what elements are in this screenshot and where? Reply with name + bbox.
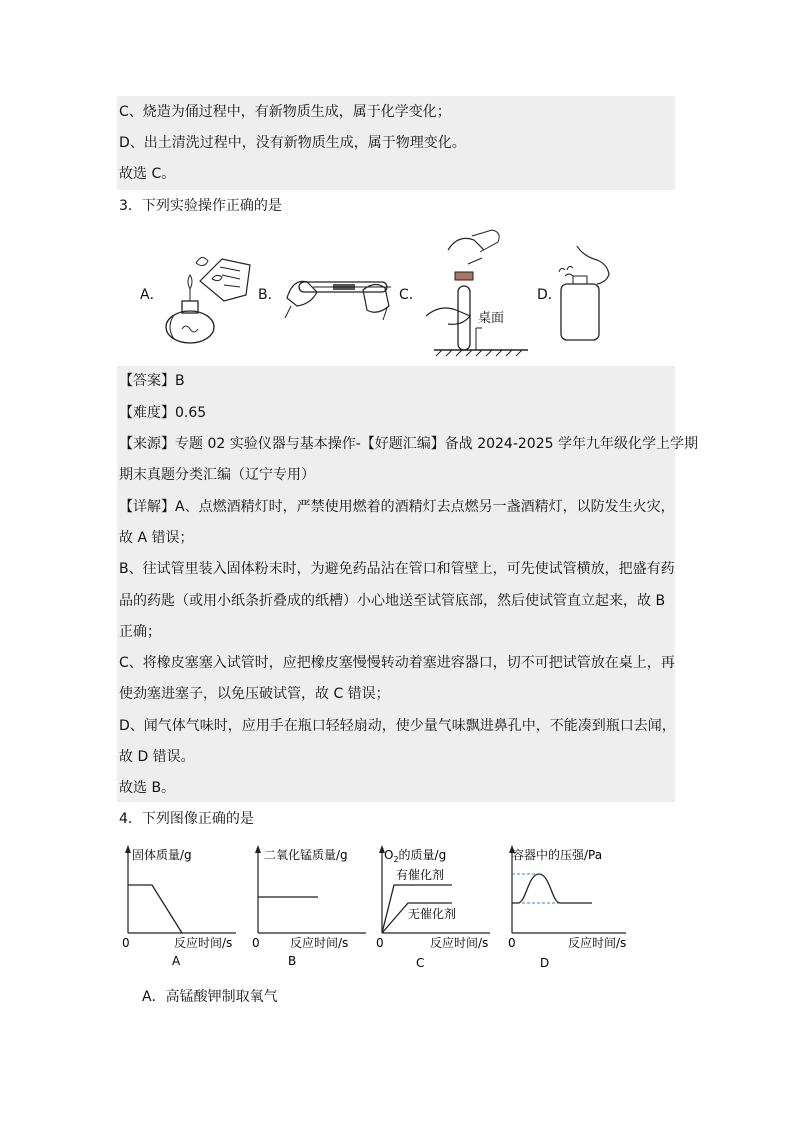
graph-c-curve1-label: 有催化剂: [396, 868, 445, 882]
q3-option-d-label: D．: [537, 287, 562, 303]
q3-difficulty: 【难度】0.65: [119, 405, 207, 421]
stopper-test-tube-figure: [420, 228, 530, 358]
prev-line-d: D、出土清洗过程中，没有新物质生成，属于物理变化。: [119, 135, 466, 151]
q3-option-a-label: A．: [140, 287, 164, 303]
graph-b-xlabel: 反应时间/s: [290, 936, 349, 950]
q3-source-line1: 【来源】专题 02 实验仪器与基本操作-【好题汇编】备战 2024-2025 学年九年级化学上学期: [119, 436, 698, 452]
graph-d-curve: [512, 874, 592, 903]
q3-detail-line9: 故 D 错误。: [119, 749, 195, 765]
graph-d-ylabel: 容器中的压强/Pa: [512, 848, 603, 862]
q3-option-c-label: C．: [399, 287, 423, 303]
graph-c-curve2-label: 无催化剂: [408, 907, 457, 921]
alcohol-lamp-figure: [160, 245, 255, 350]
smelling-bottle-figure: [555, 242, 615, 344]
q3-answer: 【答案】B: [119, 373, 185, 389]
graph-c-caption: C: [416, 956, 425, 968]
q4-stem: 4．下列图像正确的是: [119, 811, 254, 827]
q3-detail-line4: 品的药匙（或用小纸条折叠成的纸槽）小心地送至试管底部，然后使试管直立起来，故 B: [119, 593, 666, 609]
desk-label: 桌面: [478, 311, 505, 326]
q3-option-b-label: B．: [258, 287, 282, 303]
q3-stem: 3．下列实验操作正确的是: [119, 198, 282, 214]
prev-line-c: C、烧造为俑过程中，有新物质生成，属于化学变化；: [119, 104, 451, 120]
q3-detail-line7: 使劲塞进塞子，以免压破试管，故 C 错误；: [119, 686, 390, 702]
graph-b: [248, 843, 378, 968]
q3-detail-line3: B、往试管里装入固体粉末时，为避免药品沾在管口和管壁上，可先使试管横放，把盛有药: [119, 561, 675, 577]
graph-c: [372, 843, 502, 968]
q3-detail-line1: 【详解】A、点燃酒精灯时，严禁使用燃着的酒精灯去点燃另一盏酒精灯，以防发生火灾，: [119, 499, 675, 515]
test-tube-spatula-figure: [283, 258, 393, 323]
graph-b-caption: B: [288, 954, 297, 968]
graph-d-xlabel: 反应时间/s: [568, 936, 627, 950]
graph-b-ylabel: 二氧化锰质量/g: [264, 848, 348, 862]
graph-c-xlabel: 反应时间/s: [430, 936, 489, 950]
graph-d-caption: D: [540, 956, 550, 968]
q3-detail-line2: 故 A 错误；: [119, 530, 194, 546]
graph-a-ylabel: 固体质量/g: [132, 848, 192, 862]
graph-a-caption: A: [172, 954, 181, 968]
q4-option-a: A．高锰酸钾制取氧气: [142, 989, 278, 1005]
graph-a-y-arrow: [125, 845, 131, 853]
graph-b-y-arrow: [255, 845, 261, 853]
graph-d-origin: 0: [508, 936, 516, 950]
graph-c-ylabel: $O_2$的质量/g: [384, 848, 447, 864]
shade-block-answer: [117, 366, 675, 802]
prev-answer: 故选 C。: [119, 166, 176, 182]
q3-detail-line5: 正确；: [119, 624, 161, 640]
graph-c-origin: 0: [376, 936, 384, 950]
graph-a: [118, 843, 248, 968]
graph-a-origin: 0: [122, 936, 130, 950]
graph-b-origin: 0: [252, 936, 260, 950]
graph-d: [502, 843, 637, 968]
q3-detail-line6: C、将橡皮塞塞入试管时，应把橡皮塞慢慢转动着塞进容器口，切不可把试管放在桌上，再: [119, 655, 675, 671]
graph-a-xlabel: 反应时间/s: [174, 936, 233, 950]
q3-conclusion: 故选 B。: [119, 780, 176, 796]
graph-a-curve: [128, 885, 182, 933]
q3-source-line2: 期末真题分类汇编（辽宁专用）: [119, 467, 315, 483]
q3-detail-line8: D、闻气体气味时，应用手在瓶口轻轻扇动，使少量气味飘进鼻孔中，不能凑到瓶口去闻，: [119, 718, 676, 734]
